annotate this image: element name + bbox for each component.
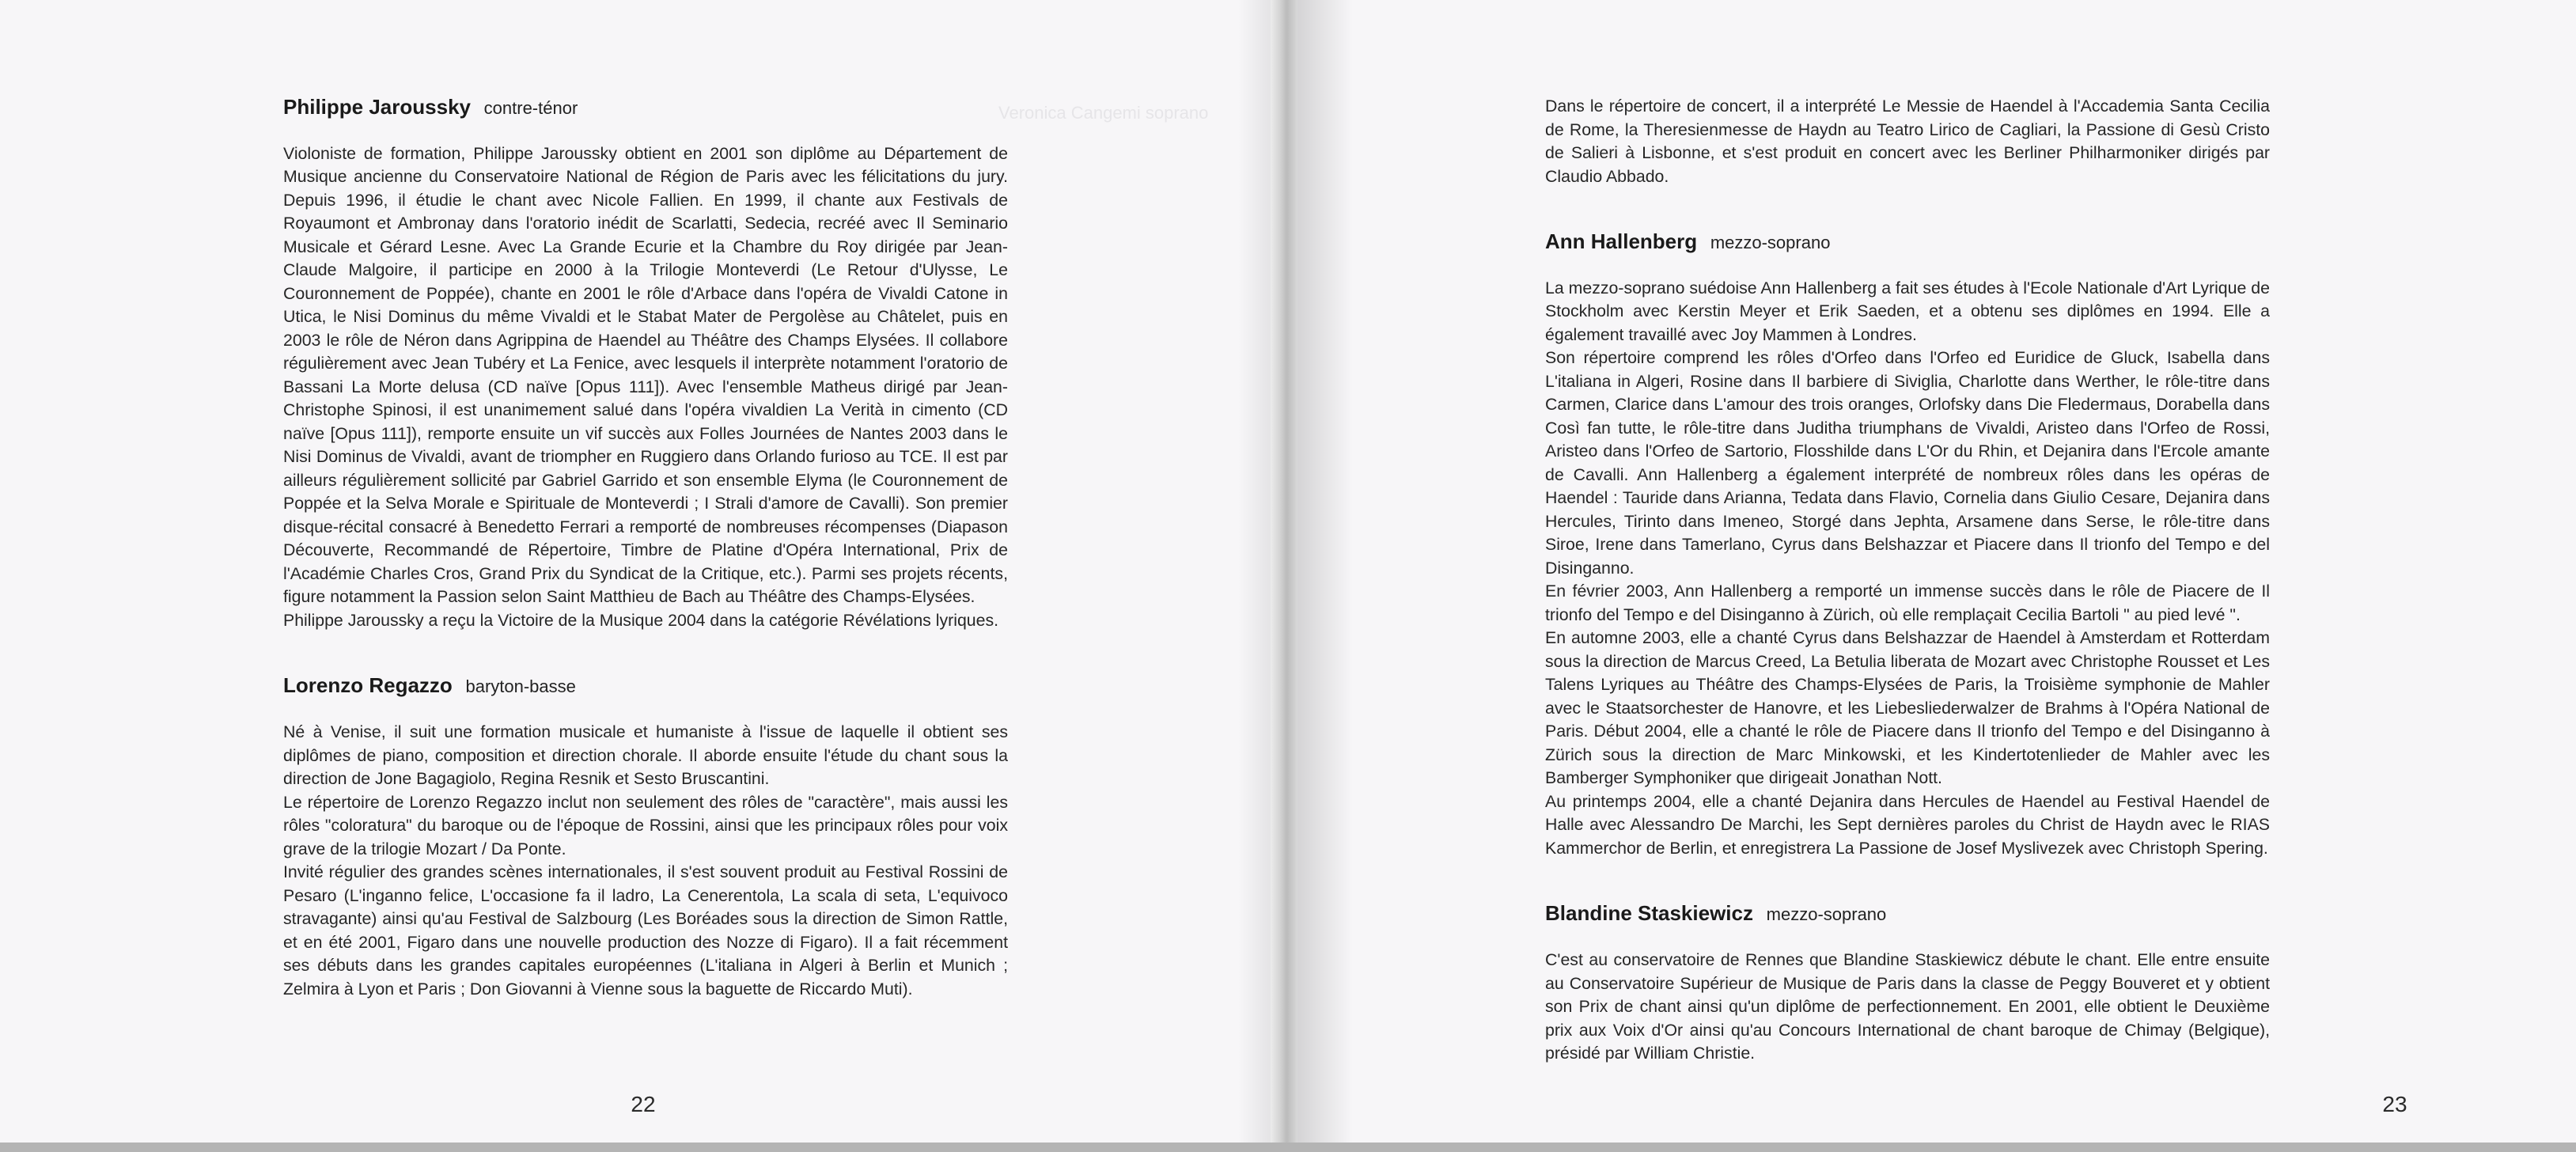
bio-paragraph: Philippe Jaroussky a reçu la Victoire de la Musique 2004 dans la catégorie Révélations lyriques.: [283, 610, 999, 630]
bio-text: [1545, 95, 2270, 188]
artist-name: Ann Hallenberg: [1545, 229, 1698, 253]
bio-heading: [1545, 901, 2270, 927]
bio-text: [283, 721, 1008, 1001]
artist-role: mezzo-soprano: [1710, 233, 1831, 252]
artist-role: mezzo-soprano: [1766, 904, 1887, 925]
bio-paragraph: Violoniste de formation, Philippe Jaroussky obtient en 2001 son diplôme au Département de Musique ancienne du Conservatoire National de Région de Paris avec les félicitations du jury. Depuis 1996, il étudie le chant avec Nicole Fallien. En 1999, il chante aux Festivals de Royaumont et Ambronay dans l'oratorio inédit de Scarlatti, Sedecia, recréé avec Il Seminario Musicale et Gérard Lesne. Avec La Grande Ecurie et la Chambre du Roy dirigée par Jean-Claude Malgoire, il participe en 2000 à la Trilogie Monteverdi (Le Retour d'Ulysse, Le Couronnement de Poppée), chante en 2001 le rôle d'Arbace dans l'opéra de Vivaldi Catone in Utica, le Nisi Dominus du même Vivaldi et le Stabat Mater de Pergolèse au Châtelet, puis en 2003 le rôle de Néron dans Agrippina de Haendel au Théâtre des Champs Elysées. Il collabore régulièrement avec Jean Tubéry et La Fenice, avec lesquels il interprète notamment l'oratorio de Bassani La Morte delusa (CD naïve [Opus 111]). Avec l'ensemble Matheus dirigé par Jean-Christophe Spinosi, il est unanimement salué dans l'opéra vivaldien La Verità in cimento (CD naïve [Opus 111]), remporte ensuite un vif succès aux Folles Journées de Nantes 2003 dans le Nisi Dominus de Vivaldi, avant de triompher en Ruggiero dans Orlando furioso au TCE. Il est par ailleurs régulièrement sollicité par Gabriel Garrido et son ensemble Elyma (le Couronnement de Poppée et la Selva Morale e Spirituale de Monteverdi ; I Strali d'amore de Cavalli). Son premier disque-récital consacré à Benedetto Ferrari a remporté de nombreuses récompenses (Diapason Découverte, Recommandé de Répertoire, Timbre de Platine d'Opéra International, Prix de l'Académie Charles Cros, Grand Prix du Syndicat de la Critique, etc.). Parmi ses projets récents, figure notamment la Passion selon Saint Matthieu de Bach au Théâtre des Champs-Elysées.: [283, 143, 1008, 607]
bio-ann-hallenberg: [1545, 229, 2270, 860]
bio-text: [283, 142, 1008, 633]
artist-name: Philippe Jaroussky: [283, 95, 471, 119]
bio-paragraph: En février 2003, Ann Hallenberg a remporté un immense succès dans le rôle de Piacere de Il trionfo del Tempo e del Disinganno à Zürich, où elle remplaçait Cecilia Bartoli " au pied levé ".: [1545, 582, 2270, 624]
left-column: [283, 95, 1008, 1001]
right-column: [1545, 95, 2270, 1066]
bleed-through-text: Veronica Cangemi soprano: [998, 103, 1209, 123]
bio-blandine-staskiewicz: [1545, 901, 2270, 1065]
bio-paragraph: Invité régulier des grandes scènes internationales, il s'est souvent produit au Festival Rossini de Pesaro (L'inganno felice, L'occasione fa il ladro, La Cenerentola, La scala di seta, L'equivoco stravagante) ainsi qu'au Festival de Salzbourg (Les Boréades sous la direction de Simon Rattle, et en été 2001, Figaro dans une nouvelle production des Nozze di Figaro). Il a fait récemment ses débuts dans les grandes capitales européennes (L'italiana in Algeri à Berlin et Munich ; Zelmira à Lyon et Paris ; Don Giovanni à Vienne sous la baguette de Riccardo Muti).: [283, 862, 1008, 999]
bio-lorenzo-regazzo: [283, 673, 1008, 1001]
page-number: 22: [631, 1092, 656, 1116]
bio-paragraph: Son répertoire comprend les rôles d'Orfeo dans l'Orfeo ed Euridice de Gluck, Isabella dans L'italiana in Algeri, Rosine dans Il barbiere di Siviglia, Charlotte dans Werther, le rôle-titre dans Carmen, Clarice dans L'amour des trois oranges, Orlofsky dans Die Fledermaus, Dorabella dans Così fan tutte, le rôle-titre dans Juditha triumphans de Vivaldi, Aristeo dans l'Orfeo de Rossi, Aristeo dans l'Orfeo de Sartorio, Flosshilde dans L'Or du Rhin, et Dejanira dans l'Ercole amante de Cavalli. Ann Hallenberg a également interprété de nombreux rôles dans les opéras de Haendel : Tauride dans Arianna, Tedata dans Flavio, Cornelia dans Giulio Cesare, Dejanira dans Hercules, Tirinto dans Imeneo, Storgé dans Jephta, Arsamene dans Serse, le rôle-titre dans Siroe, Irene dans Tamerlano, Cyrus dans Belshazzar et Piacere dans Il trionfo del Tempo e del Disinganno.: [1545, 348, 2270, 578]
bio-text: [1545, 277, 2270, 861]
bio-paragraph: Au printemps 2004, elle a chanté Dejanira dans Hercules de Haendel au Festival Haendel de Halle avec Alessandro De Marchi, les Sept dernières paroles du Christ de Haydn avec le RIAS Kammerchor de Berlin, et enregistrera La Passione de Josef Myslivezek avec Christoph Spering.: [1545, 791, 2270, 858]
bio-paragraph: La mezzo-soprano suédoise Ann Hallenberg a fait ses études à l'Ecole Nationale d'Art Lyrique de Stockholm avec Kerstin Meyer et Erik Saeden, et a obtenu ses diplômes en 1994. Elle a également travaillé avec Joy Mammen à Londres.: [1545, 278, 2270, 344]
bio-paragraph: C'est au conservatoire de Rennes que Blandine Staskiewicz débute le chant. Elle entre ensuite au Conservatoire Supérieur de Musique de Paris dans la classe de Peggy Bouveret et y obtient son Prix de chant ainsi qu'un diplôme de perfectionnement. En 2001, elle obtient le Deuxième prix aux Voix d'Or ainsi qu'au Concours International de chant baroque de Chimay (Belgique), présidé par William Christie.: [1545, 950, 2270, 1063]
bio-text: [1545, 949, 2270, 1066]
bio-paragraph: Dans le répertoire de concert, il a interprété Le Messie de Haendel à l'Accademia Santa Cecilia de Rome, la Theresienmesse de Haydn au Teatro Lirico de Cagliari, la Passione di Gesù Cristo de Salieri à Lisbonne, et s'est produit en concert avec les Berliner Philharmoniker dirigés par Claudio Abbado.: [1545, 97, 2270, 186]
bio-heading: [283, 95, 1008, 120]
page-bottom-edge: [0, 1143, 2576, 1152]
bio-paragraph: Né à Venise, il suit une formation musicale et humaniste à l'issue de laquelle il obtient ses diplômes de piano, composition et direction chorale. Il aborde ensuite l'étude du chant sous la direction de Jone Bagagiolo, Regina Resnik et Sesto Bruscantini.: [283, 722, 1008, 789]
artist-name: Blandine Staskiewicz: [1545, 901, 1753, 926]
bio-paragraph: En automne 2003, elle a chanté Cyrus dans Belshazzar de Haendel à Amsterdam et Rotterdam sous la direction de Marcus Creed, La Betulia liberata de Mozart avec Christophe Rousset et Les Talens Lyriques au Théâtre des Champs-Elysées de Paris, la Troisième symphonie de Mahler avec le Staatsorchester de Hanovre, et les Liebesliederwalzer de Brahms à l'Opéra National de Paris. Début 2004, elle a chanté le rôle de Piacere dans Il trionfo del Tempo e del Disinganno à Zürich sous la direction de Marc Minkowski, et les Kindertotenlieder de Mahler avec les Bamberger Symphoniker que dirigeait Jonathan Nott.: [1545, 628, 2270, 788]
bio-regazzo-continued: [1545, 95, 2270, 188]
bio-heading: [283, 673, 1008, 699]
bio-paragraph: Le répertoire de Lorenzo Regazzo inclut non seulement des rôles de "caractère", mais aussi les rôles "coloratura" du baroque ou de l'époque de Rossini, ainsi que les principaux rôles pour voix grave de la trilogie Mozart / Da Ponte.: [283, 792, 1008, 858]
bio-philippe-jaroussky: [283, 95, 1008, 632]
artist-role: contre-ténor: [483, 98, 578, 118]
artist-role: baryton-basse: [465, 676, 576, 697]
book-spine: [1271, 0, 1297, 1152]
bio-heading: [1545, 229, 2270, 255]
page-number: 23: [2382, 1092, 2407, 1116]
artist-name: Lorenzo Regazzo: [283, 673, 453, 698]
left-page: [0, 0, 1282, 1144]
